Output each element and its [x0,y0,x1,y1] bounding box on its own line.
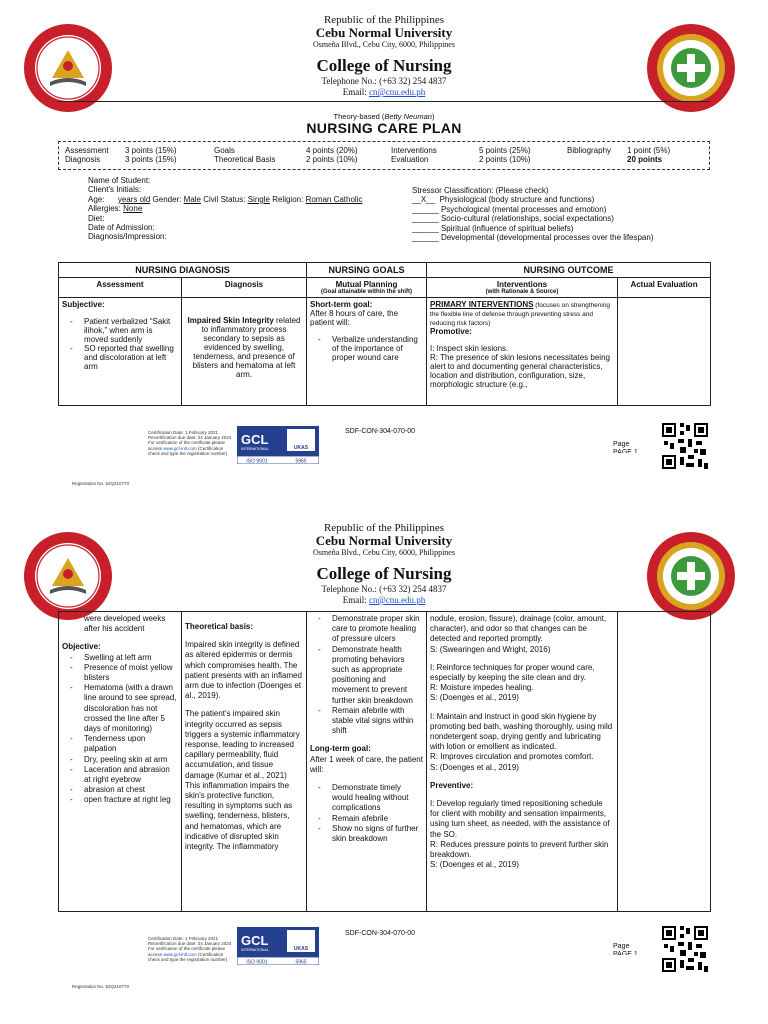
rubric-goals: Goals [214,146,235,155]
list-item: - abrasion at chest [62,785,178,795]
stressor-check-mark[interactable]: ______ [412,214,439,224]
list-item: - Dry, peeling skin at arm [62,755,178,765]
intervention-text: I: Develop regularly timed repositioning schedule for client with mobility and sensation impairments, using turn sheet, as needed, with the assistance of the SO. [430,799,610,839]
telephone: Telephone No.: (+63 32) 254 4837 [321,584,447,594]
diet-label: Diet: [88,213,105,223]
objective-heading: Objective: [62,642,101,652]
diagnosis-text: related to inflammatory process secondary to sepsis as evidenced by swelling, tenderness, and presence of blisters and hematoma at left arm. [192,316,301,379]
admission-label: Date of Admission: [88,223,155,233]
source-text: S: (Doenges et al., 2019) [430,762,519,772]
interventions-cell [427,298,618,406]
primary-interventions [430,300,614,327]
intervention-continued: nodule, erosion, fissure), drainage (color, amount, character), and odor so that changes can be detected and reported promptly. [430,614,607,644]
document-code: SDF-CON-304-070-00 [345,930,416,937]
long-term-goal-heading: Long-term goal: [310,744,371,754]
civil-status-value: Single [247,194,270,204]
list-item: - Verbalize understanding of the importance of proper wound care [310,335,423,362]
theory-suffix: ) [431,112,435,121]
page-field: PAGE 1 [613,951,638,955]
diagnosis-label: Impaired Skin Integrity [187,316,274,325]
evaluation-cell [618,612,711,912]
email-link[interactable]: cn@cnu.edu.ph [368,87,426,97]
college-name: College of Nursing [316,564,452,583]
demographics-row [88,195,408,204]
list-item: - Show no signs of further skin breakdown [310,824,423,844]
stressor-item-developmental [412,233,712,242]
cert-verify [148,440,233,456]
registration-number: Registration No. 52Q210770 [72,481,130,486]
cert-verify-text: For verification of the certificate please access [148,946,226,957]
cert-recert-date: Recertification due date: 24 January 2024 [148,941,232,947]
cert-recert-date: Recertification due date: 24 January 2024 [148,435,232,441]
assessment-continued: were developed weeks after his accident [84,614,166,634]
university-address: Osmeña Blvd., Cebu City, 6000, Philippines [313,548,455,557]
assessment-cell [59,298,182,406]
list-item: - Demonstrate health promoting behaviors such as appropriate positioning and movement to prevent further skin breakdown [310,645,423,706]
certification-note [148,430,233,456]
registration-number: Registration No. 52Q210770 [72,984,130,989]
ukas-text: UKAS [293,445,309,451]
short-term-goal-list [310,614,423,736]
theoretical-basis-cell [182,612,307,912]
col-mutual-planning [307,278,427,298]
theory-name: Betty Neuman [384,112,432,121]
allergies-value: None [123,204,143,214]
rubric-assessment: Assessment [65,146,109,155]
list-item: - open fracture at right leg [62,795,178,805]
republic-line: Republic of the Philippines [323,522,445,534]
page-title: NURSING CARE PLAN [306,120,462,136]
page-label: Page [613,441,630,448]
iso-text: ISO 9001 [246,458,268,464]
letterhead [0,14,768,98]
university-name: Cebu Normal University [315,533,453,548]
page-label: Page [613,943,630,950]
col-mutual-planning-sub: (Goal attainable within the shift) [321,289,413,295]
religion-value: Roman Catholic [305,194,363,204]
short-term-goal-text: After 8 hours of care, the patient will: [310,309,399,327]
intervention-text: I: Inspect skin lesions. [430,344,509,353]
stressor-check-mark[interactable]: __X__ [412,195,436,205]
cert-date: Certification Date: 1 February 2021 [148,936,219,941]
rubric-evaluation-points: 2 points (10%) [479,155,531,164]
gcl-ukas-iso-badge [237,927,319,965]
list-item: - Hematoma (with a drawn line around to see spread, discoloration has not crossed the line after 5 days of monitoring) [62,683,178,734]
gcl-text: GCL [241,933,269,948]
col-actual-evaluation: Actual Evaluation [618,278,711,298]
rubric-diagnosis: Diagnosis [65,155,101,164]
page-field: PAGE 1 [613,449,638,453]
cert-verify-suffix: (Certification check and type the registration number) [148,951,228,962]
page-number [613,441,638,453]
stressor-item-spiritual [412,224,712,233]
care-plan-table-1 [58,262,711,406]
patient-info [88,176,408,242]
rubric-interventions: Interventions [391,146,437,155]
gcl-sub-text: INTERNATIONAL [241,948,269,952]
qr-code [662,926,708,972]
student-name-row [88,176,408,185]
list-item: - Remain afebrile [310,814,423,824]
college-name: College of Nursing [316,56,452,75]
stressor-item-text: Developmental (developmental processes over the lifespan) [440,233,654,243]
assessment-cell [59,612,182,912]
theory-prefix: Theory-based ( [333,112,385,121]
client-initials-label: Client's Initials: [88,185,142,195]
student-name-label: Name of Student: [88,176,151,185]
email-line [0,87,768,98]
stressor-item-physiological [412,195,712,204]
gender-value: Male [183,194,201,204]
certification-note [148,936,233,962]
iso-text: ISO 9001 [246,959,268,965]
page-number [613,943,638,955]
intervention-text: I: Reinforce techniques for proper wound care, especially by keeping the site clean and dry. [430,662,595,683]
preventive-heading: Preventive: [430,780,474,790]
stressor-title: Stressor Classification: (Please check) [412,186,549,195]
rubric-interventions-points: 5 points (25%) [479,146,531,155]
primary-interventions-desc: (focuses on strengthening the flexible line of defense through preventing stress and reducing risk factors) [430,302,611,327]
gcl-sub-text: INTERNATIONAL [241,447,269,451]
gcl-ukas-iso-badge [237,426,319,464]
rationale-text: R: Moisture impedes healing. [430,683,534,693]
document-code: SDF-CON-304-070-00 [345,428,416,435]
rubric-theoretical: Theoretical Basis [214,155,276,164]
cert-link[interactable]: www.gcl-intl.com [163,445,197,451]
list-item: - Remain afebrile with stable vital signs within shift [310,706,423,737]
short-term-goal-list [310,335,423,362]
gcl-text: GCL [241,432,269,447]
stressor-item-text: Psychological (mental processes and emotion) [440,204,607,214]
list-item: - Patient verbalized “Sakit ilihok,” when arm is moved suddenly [62,317,178,344]
document-page-2 [0,508,768,1013]
diet-row [88,214,408,223]
age-value: years old [117,194,151,204]
list-item: - Laceration and abrasion at right eyebrow [62,765,178,785]
source-text: S: (Doenges et al., 2019) [430,693,519,703]
long-term-goal-list [310,783,423,844]
diagnosis-row [88,232,408,241]
col-diagnosis: Diagnosis [182,278,307,298]
evaluation-cell [618,298,711,406]
allergies-label: Allergies: [88,204,121,214]
letterhead [0,522,768,606]
stressor-item-sociocultural [412,214,712,223]
rubric-diagnosis-points: 3 points (15%) [125,155,177,164]
rationale-text: R: The presence of skin lesions necessitates being alert to and documenting general characteristics, location and distribution, configuration, size, morphologic structure (e.g., [430,353,610,389]
cert-link[interactable]: www.gcl-intl.com [163,951,197,957]
stressor-item-text: Spiritual (influence of spiritual beliefs) [440,223,574,233]
goals-cell [307,612,427,912]
document-page-1 [0,0,768,505]
cert-date: Certification Date: 1 February 2021 [148,430,219,435]
email-link[interactable]: cn@cnu.edu.ph [368,595,426,605]
diagnosis-cell [182,298,307,406]
stressor-item-text: Physiological (body structure and functions) [439,195,595,205]
section-nursing-diagnosis: NURSING DIAGNOSIS [59,263,307,278]
col-interventions-label: Interventions [496,280,548,289]
rubric-bibliography: Bibliography [567,146,612,155]
university-name: Cebu Normal University [315,25,453,40]
rationale-text: R: Reduces pressure points to prevent further skin breakdown. [430,839,609,860]
cert-verify-suffix: (Certification check and type the registration number) [148,445,228,456]
stressor-item-text: Socio-cultural (relationships, social expectations) [440,214,614,224]
admission-row [88,223,408,232]
diagnosis-statement [185,316,303,379]
republic-line: Republic of the Philippines [323,14,445,26]
stressor-check-mark[interactable]: ______ [412,223,439,233]
list-item: - Tenderness upon palpation [62,734,178,754]
rubric-theoretical-points: 2 points (10%) [306,155,358,164]
gender-label: Gender: [152,194,182,204]
iso-number: 5965 [295,458,307,464]
rationale-text: R: Improves circulation and promotes comfort. [430,752,594,762]
section-nursing-outcome: NURSING OUTCOME [427,263,711,278]
rubric-total: 20 points [627,155,663,164]
section-nursing-goals: NURSING GOALS [307,263,427,278]
cert-verify [148,946,233,962]
diagnosis-label: Diagnosis/Impression: [88,232,167,242]
ukas-text: UKAS [293,946,309,952]
subjective-list [62,317,178,371]
source-text: S: (Swearingen and Wright, 2016) [430,644,551,654]
age-label: Age: [88,194,105,204]
col-mutual-planning-label: Mutual Planning [335,280,398,289]
objective-list [62,653,178,806]
long-term-goal-text: After 1 week of care, the patient will: [310,754,423,774]
email-label: Email: [342,87,369,97]
iso-number: 5965 [295,959,307,965]
cert-verify-text: For verification of the certificate please access [148,440,226,451]
short-term-goal-heading: Short-term goal: [310,300,373,309]
list-item: - Presence of moist yellow blisters [62,663,178,683]
stressor-classification [412,186,712,242]
email-label: Email: [342,595,369,605]
civil-status-label: Civil Status: [203,194,246,204]
religion-label: Religion: [272,194,304,204]
list-item: - Demonstrate proper skin care to promote healing of pressure ulcers [310,614,423,645]
col-assessment: Assessment [59,278,182,298]
promotive-heading: Promotive: [430,327,472,336]
list-item: - Swelling at left arm [62,653,178,663]
care-plan-table-2 [58,611,711,912]
intervention-text: I: Maintain and instruct in good skin hygiene by promoting bed bath, washing thoroughly, using mild nondetergent soap, drying gently and lubricating with lotion or emollient as indicated. [430,711,613,752]
stressor-check-mark[interactable]: ______ [412,233,439,243]
university-address: Osmeña Blvd., Cebu City, 6000, Philippines [313,40,455,49]
theoretical-basis-heading: Theoretical basis: [185,622,254,631]
list-item: - SO reported that swelling and discoloration at left arm [62,344,178,371]
rubric-assessment-points: 3 points (15%) [125,146,177,155]
telephone: Telephone No.: (+63 32) 254 4837 [321,76,447,86]
subjective-heading: Subjective: [62,300,105,309]
goals-cell [307,298,427,406]
header-divider [58,101,710,102]
interventions-cell [427,612,618,912]
theoretical-basis-paragraph: The patient's impaired skin integrity occurred as sepsis triggers a systemic inflammatory response, leading to increased capillary permeability, fluid accumulation, and tissue damage (Kumar et al., 2021) This inflammation impairs the skin's protective function, resulting in symptoms such as swelling, tenderness, blisters, and hematomas, which are indicative of disrupted skin integrity. The inflammatory [185,709,300,852]
grading-rubric [58,141,710,170]
primary-interventions-label: PRIMARY INTERVENTIONS [430,300,534,309]
source-text: S: (Doenges et al., 2019) [430,860,519,870]
rubric-goals-points: 4 points (20%) [306,146,358,155]
rubric-bibliography-points: 1 point (5%) [627,146,671,155]
rubric-evaluation: Evaluation [391,155,429,164]
stressor-item-psychological [412,205,712,214]
qr-code [662,423,708,469]
col-interventions [427,278,618,298]
email-line [0,595,768,606]
col-interventions-sub: (with Rationale & Source) [485,289,559,295]
list-item: - Demonstrate timely would healing without complications [310,783,423,814]
theoretical-basis-paragraph: Impaired skin integrity is defined as altered epidermis or dermis which compromises health. The patient presents with an inflamed arm due to infection (Doenges et al., 2019). [185,640,302,701]
stressor-check-mark[interactable]: ______ [412,204,439,214]
client-initials-row [88,185,408,194]
allergies-row [88,204,408,213]
